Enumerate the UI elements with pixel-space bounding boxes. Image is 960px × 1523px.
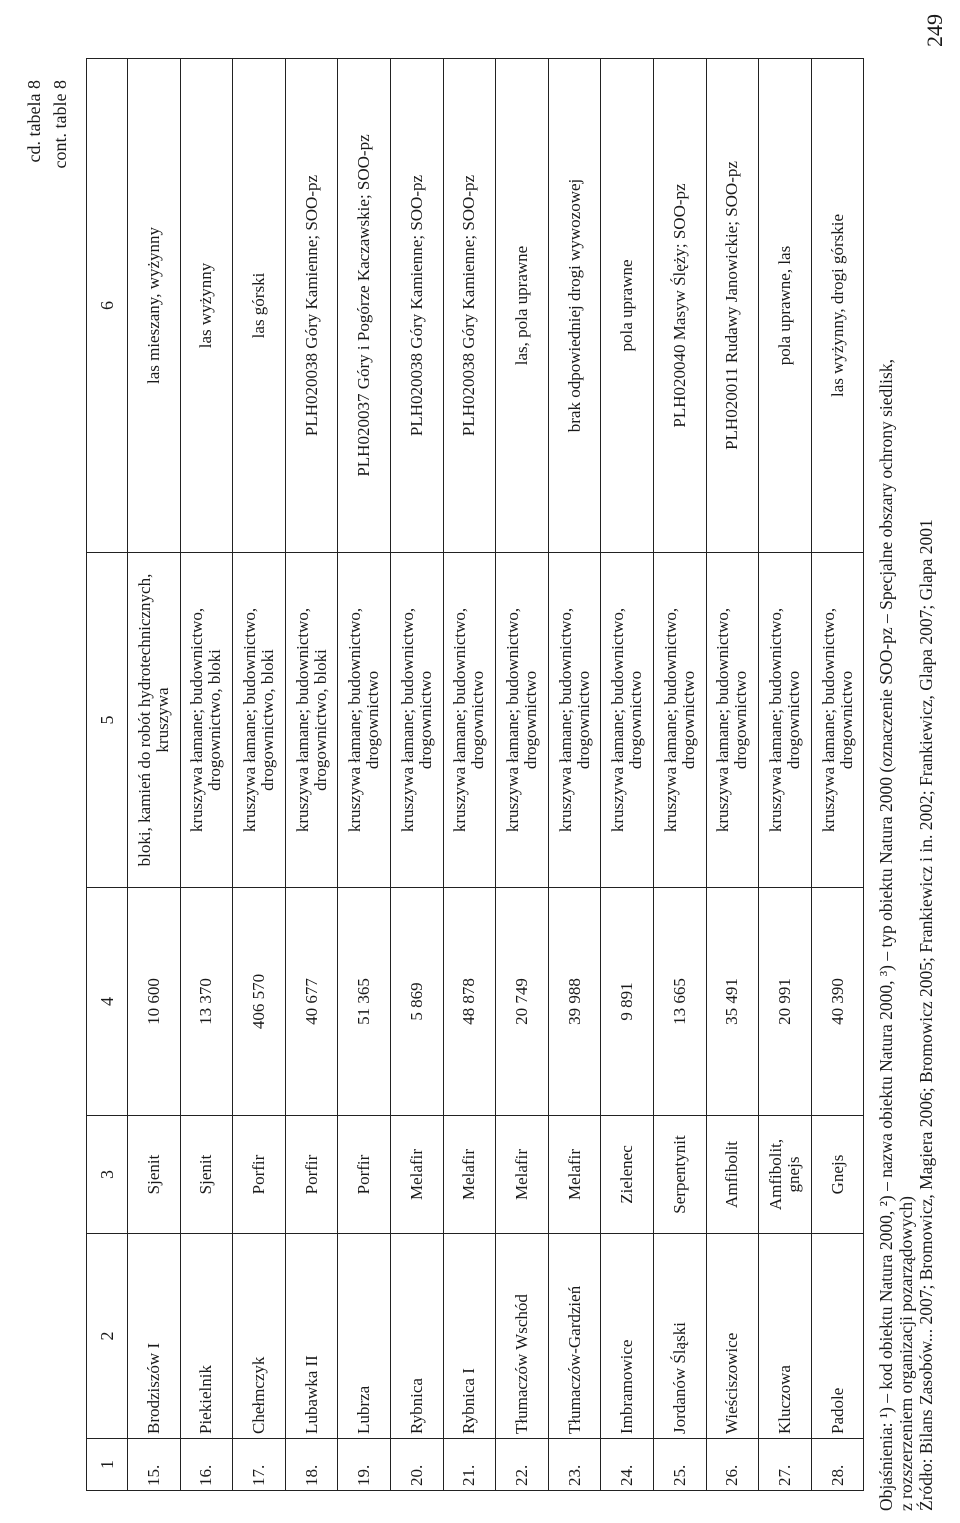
header-col-2: 2 <box>87 1234 128 1439</box>
table-row <box>601 59 654 1491</box>
cell-rock: Sjenit <box>128 1116 181 1234</box>
cell-rock: Porfir <box>233 1116 286 1234</box>
table-row <box>496 59 549 1491</box>
cell-name: Lubawka II <box>285 1234 338 1439</box>
cell-name: Rybnica I <box>443 1234 496 1439</box>
cell-area: 406 570 <box>233 888 286 1116</box>
cell-materials: kruszywa łamane; budownictwo, drogownictwo <box>548 553 601 888</box>
cell-materials: kruszywa łamane; budownictwo, drogownictwo <box>390 553 443 888</box>
cell-rock: Serpentynit <box>653 1116 706 1234</box>
cell-name: Kluczowa <box>759 1234 812 1439</box>
cell-area: 20 749 <box>496 888 549 1116</box>
cell-rock: Amfibolit, gnejs <box>759 1116 812 1234</box>
cell-notes: PLH020038 Góry Kamienne; SOO-pz <box>443 59 496 553</box>
cell-name: Lubrza <box>338 1234 391 1439</box>
cell-materials: kruszywa łamane; budownictwo, drogownictwo, bloki <box>180 553 233 888</box>
cell-lp: 19. <box>338 1439 391 1491</box>
source-line: Źródło: Bilans Zasobów... 2007; Bromowicz, Magiera 2006; Bromowicz 2005; Frankiewicz i in. 2002; Frankiewicz, Glapa 2007; Glapa 2001 <box>916 519 936 1511</box>
table-row <box>653 59 706 1491</box>
cell-lp: 23. <box>548 1439 601 1491</box>
cell-area: 39 988 <box>548 888 601 1116</box>
cell-name: Brodziszów I <box>128 1234 181 1439</box>
cell-area: 13 665 <box>653 888 706 1116</box>
header-col-4: 4 <box>87 888 128 1116</box>
cell-notes: pola uprawne, las <box>759 59 812 553</box>
cell-area: 48 878 <box>443 888 496 1116</box>
cell-materials: kruszywa łamane; budownictwo, drogownictwo <box>811 553 864 888</box>
cell-rock: Porfir <box>285 1116 338 1234</box>
cell-rock: Melafir <box>443 1116 496 1234</box>
cell-lp: 17. <box>233 1439 286 1491</box>
cell-rock: Porfir <box>338 1116 391 1234</box>
cell-materials: kruszywa łamane; budownictwo, drogownictwo <box>601 553 654 888</box>
table-row <box>390 59 443 1491</box>
table-row <box>233 59 286 1491</box>
cell-lp: 28. <box>811 1439 864 1491</box>
footnote-line-2: z rozszerzeniem organizacji pozarządowych) <box>896 1196 916 1511</box>
cell-lp: 26. <box>706 1439 759 1491</box>
cell-notes: las mieszany, wyżynny <box>128 59 181 553</box>
header-row <box>87 59 128 1491</box>
cell-rock: Melafir <box>548 1116 601 1234</box>
cell-lp: 15. <box>128 1439 181 1491</box>
cell-rock: Zielenec <box>601 1116 654 1234</box>
cell-materials: kruszywa łamane; budownictwo, drogownictwo, bloki <box>285 553 338 888</box>
header-col-3: 3 <box>87 1116 128 1234</box>
cell-name: Piekielnik <box>180 1234 233 1439</box>
cell-materials: kruszywa łamane; budownictwo, drogownictwo <box>706 553 759 888</box>
cell-materials: kruszywa łamane; budownictwo, drogownictwo <box>338 553 391 888</box>
cell-area: 10 600 <box>128 888 181 1116</box>
cell-area: 9 891 <box>601 888 654 1116</box>
cell-materials: kruszywa łamane; budownictwo, drogownictwo, bloki <box>233 553 286 888</box>
cell-name: Jordanów Śląski <box>653 1234 706 1439</box>
footnote-line-1: Objaśnienia: ¹) – kod obiektu Natura 2000, ²) – nazwa obiektu Natura 2000, ³) – typ obiektu Natura 2000 (oznaczenie SOO-pz – Specjalne obszary ochrony siedlisk, <box>876 359 896 1511</box>
table-row <box>759 59 812 1491</box>
table-row <box>548 59 601 1491</box>
cell-name: Tłumaczów Wschód <box>496 1234 549 1439</box>
table-row <box>811 59 864 1491</box>
cell-materials: kruszywa łamane; budownictwo, drogownictwo <box>759 553 812 888</box>
header-col-5: 5 <box>87 553 128 888</box>
cell-notes: PLH020038 Góry Kamienne; SOO-pz <box>390 59 443 553</box>
table-row <box>180 59 233 1491</box>
cell-rock: Sjenit <box>180 1116 233 1234</box>
cell-area: 51 365 <box>338 888 391 1116</box>
header-col-6: 6 <box>87 59 128 553</box>
cell-materials: kruszywa łamane; budownictwo, drogownictwo <box>653 553 706 888</box>
table-label-pl: cd. tabela 8 <box>24 80 44 163</box>
cell-notes: PLH020037 Góry i Pogórze Kaczawskie; SOO-pz <box>338 59 391 553</box>
cell-notes: brak odpowiedniej drogi wywozowej <box>548 59 601 553</box>
cell-notes: las górski <box>233 59 286 553</box>
cell-lp: 20. <box>390 1439 443 1491</box>
cell-materials: kruszywa łamane; budownictwo, drogownictwo <box>443 553 496 888</box>
table-row <box>706 59 759 1491</box>
header-col-1: 1 <box>87 1439 128 1491</box>
cell-name: Tłumaczów-Gardzień <box>548 1234 601 1439</box>
cell-area: 20 991 <box>759 888 812 1116</box>
cell-lp: 18. <box>285 1439 338 1491</box>
cell-name: Chełmczyk <box>233 1234 286 1439</box>
cell-notes: las wyżynny <box>180 59 233 553</box>
cell-name: Padole <box>811 1234 864 1439</box>
cell-lp: 16. <box>180 1439 233 1491</box>
cell-area: 13 370 <box>180 888 233 1116</box>
cell-notes: pola uprawne <box>601 59 654 553</box>
cell-name: Rybnica <box>390 1234 443 1439</box>
table-row <box>443 59 496 1491</box>
cell-rock: Melafir <box>390 1116 443 1234</box>
cell-lp: 22. <box>496 1439 549 1491</box>
cell-lp: 27. <box>759 1439 812 1491</box>
cell-lp: 21. <box>443 1439 496 1491</box>
cell-materials: bloki, kamień do robót hydrotechnicznych, kruszywa <box>128 553 181 888</box>
cell-area: 35 491 <box>706 888 759 1116</box>
table-row <box>338 59 391 1491</box>
cell-name: Wieściszowice <box>706 1234 759 1439</box>
cell-area: 5 869 <box>390 888 443 1116</box>
cell-notes: PLH020040 Masyw Ślęży; SOO-pz <box>653 59 706 553</box>
cell-rock: Melafir <box>496 1116 549 1234</box>
table-label-en: cont. table 8 <box>50 80 70 169</box>
cell-rock: Amfibolit <box>706 1116 759 1234</box>
cell-materials: kruszywa łamane; budownictwo, drogownictwo <box>496 553 549 888</box>
page-number: 249 <box>922 14 947 47</box>
cell-notes: las wyżynny, drogi górskie <box>811 59 864 553</box>
cell-notes: las, pola uprawne <box>496 59 549 553</box>
table-row <box>128 59 181 1491</box>
cell-notes: PLH020011 Rudawy Janowickie; SOO-pz <box>706 59 759 553</box>
cell-name: Imbramowice <box>601 1234 654 1439</box>
cell-area: 40 677 <box>285 888 338 1116</box>
cell-rock: Gnejs <box>811 1116 864 1234</box>
cell-lp: 25. <box>653 1439 706 1491</box>
deposits-table <box>86 58 864 1491</box>
table-row <box>285 59 338 1491</box>
cell-lp: 24. <box>601 1439 654 1491</box>
cell-area: 40 390 <box>811 888 864 1116</box>
table-notes <box>876 21 936 1511</box>
cell-notes: PLH020038 Góry Kamienne; SOO-pz <box>285 59 338 553</box>
